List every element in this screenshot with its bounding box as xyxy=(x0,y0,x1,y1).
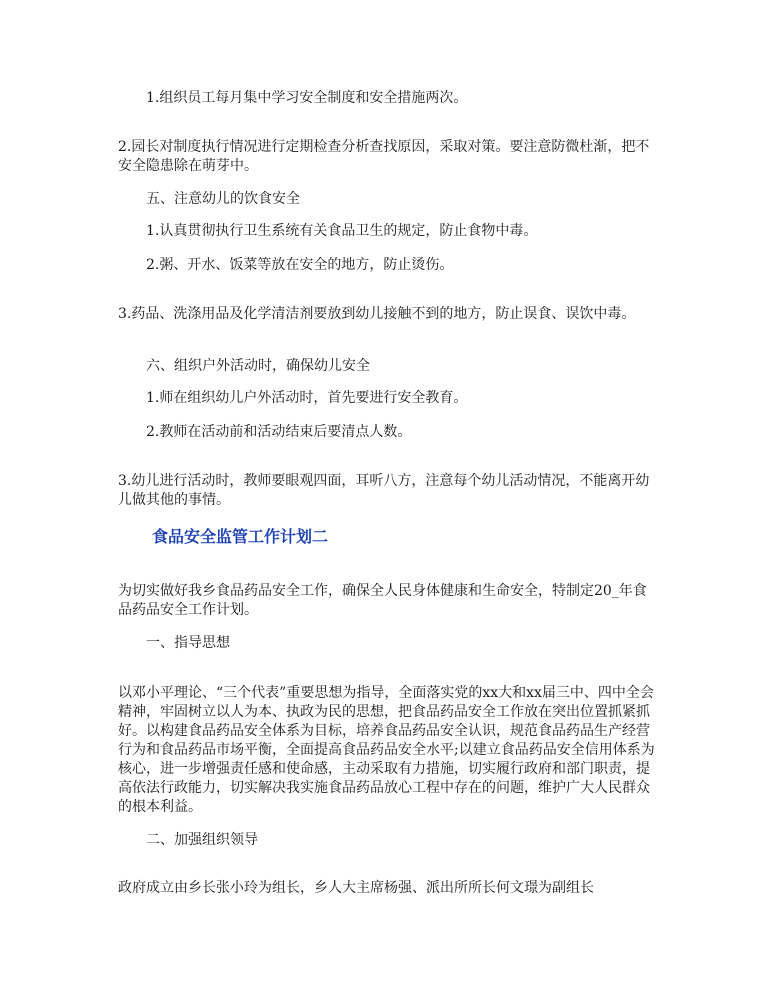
paragraph: 2.教师在活动前和活动结束后要清点人数。 xyxy=(146,424,412,440)
paragraph: 1.师在组织幼儿户外活动时，首先要进行安全教育。 xyxy=(146,390,468,406)
section-heading: 二、加强组织领导 xyxy=(146,832,258,848)
paragraph: 1.组织员工每月集中学习安全制度和安全措施两次。 xyxy=(146,90,468,106)
paragraph: 2.粥、开水、饭菜等放在安全的地方，防止烫伤。 xyxy=(146,257,454,273)
section-heading: 六、组织户外活动时，确保幼儿安全 xyxy=(146,358,370,374)
paragraph: 为切实做好我乡食品药品安全工作，确保全人民身体健康和生命安全，特制定20_年食品药品安全工作计划。 xyxy=(118,583,647,618)
section-heading: 一、指导思想 xyxy=(146,635,230,651)
section-heading: 五、注意幼儿的饮食安全 xyxy=(146,191,300,207)
section-title: 食品安全监管工作计划二 xyxy=(152,527,329,546)
paragraph: 以邓小平理论、“三个代表”重要思想为指导，全面落实党的xx大和xx届三中、四中全会精神，牢固树立以人为本、执政为民的思想，把食品药品安全工作放在突出位置抓紧抓好。以构建食品药品安全体系为目标，培养食品药品安全认识，规范食品药品生产经营行为和食品药品市场平衡，全面提高食品药品安全水平;以建立食品药品安全信用体系为核心，进一步增强责任感和使命感，主动采取有力措施，切实履行政府和部门职责，提高依法行政能力，切实解决我实施食品药品放心工程中存在的问题，维护广大人民群众的根本利益。 xyxy=(118,685,655,815)
paragraph: 2.园长对制度执行情况进行定期检查分析查找原因，采取对策。要注意防微杜渐，把不安全隐患除在萌芽中。 xyxy=(118,139,650,174)
paragraph: 1.认真贯彻执行卫生系统有关食品卫生的规定，防止食物中毒。 xyxy=(146,223,538,239)
paragraph: 3.幼儿进行活动时，教师要眼观四面，耳听八方，注意每个幼儿活动情况，不能离开幼儿做其他的事情。 xyxy=(118,473,650,508)
paragraph: 政府成立由乡长张小玲为组长，乡人大主席杨强、派出所所长何文璟为副组长 xyxy=(118,880,594,896)
paragraph: 3.药品、洗涤用品及化学清洁剂要放到幼儿接触不到的地方，防止误食、误饮中毒。 xyxy=(118,306,636,322)
